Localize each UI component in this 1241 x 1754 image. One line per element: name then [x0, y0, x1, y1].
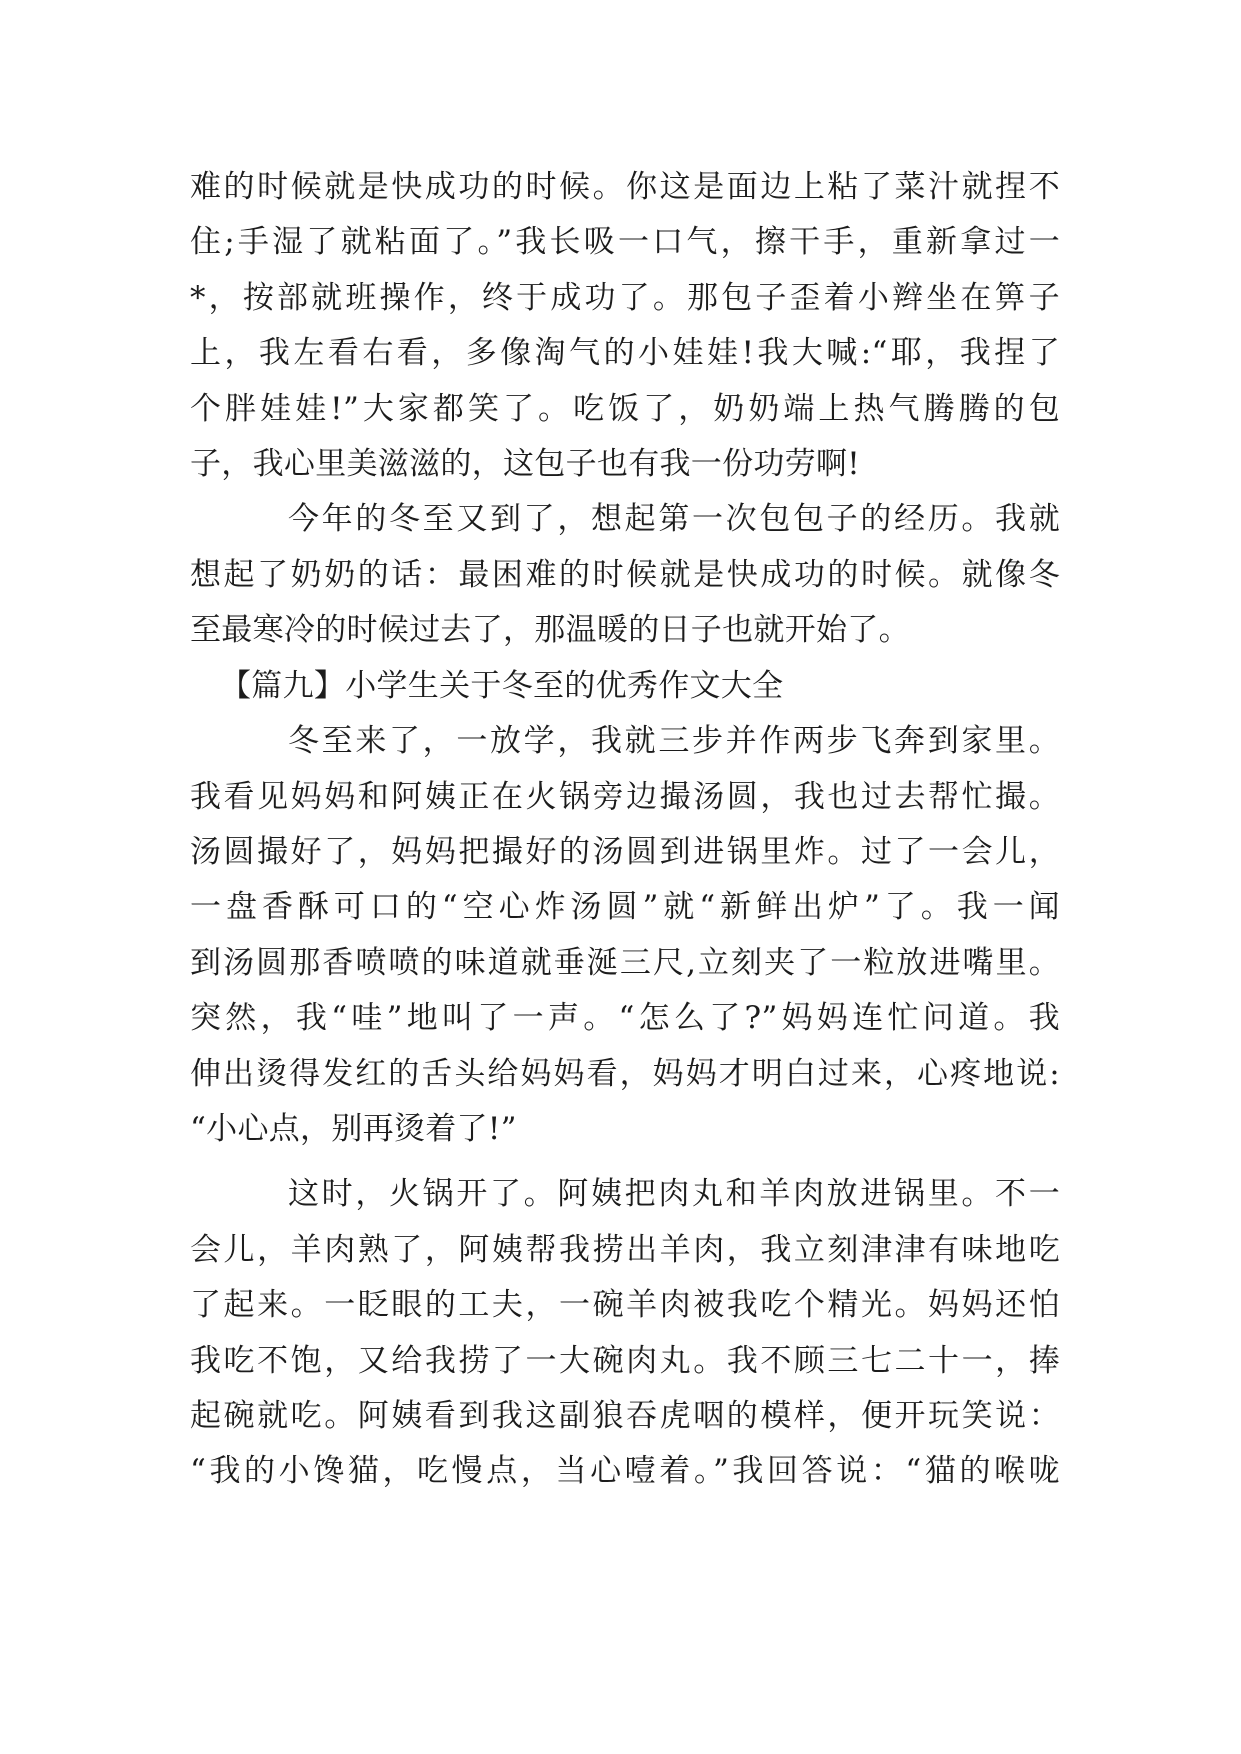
text-line: 我看见妈妈和阿姨正在火锅旁边撮汤圆，我也过去帮忙撮。	[190, 779, 1060, 815]
text-line: “小心点，别再烫着了!”	[190, 1111, 517, 1147]
text-line: 突然，我“哇”地叫了一声。“怎么了?”妈妈连忙问道。我	[190, 1000, 1060, 1036]
text-line: 住;手湿了就粘面了。”我长吸一口气，擦干手，重新拿过一	[190, 224, 1060, 260]
text-line: 难的时候就是快成功的时候。你这是面边上粘了菜汁就捏不	[190, 169, 1060, 205]
text-line: 我吃不饱，又给我捞了一大碗肉丸。我不顾三七二十一，捧	[190, 1343, 1060, 1379]
text-line: *，按部就班操作，终于成功了。那包子歪着小辫坐在箅子	[190, 280, 1060, 316]
text-line: 想起了奶奶的话：最困难的时候就是快成功的时候。就像冬	[190, 557, 1060, 593]
paragraph-first-line: 这时，火锅开了。阿姨把肉丸和羊肉放进锅里。不一	[288, 1176, 1060, 1212]
paragraph-first-line: 冬至来了，一放学，我就三步并作两步飞奔到家里。	[288, 723, 1060, 759]
text-line: 子，我心里美滋滋的，这包子也有我一份功劳啊!	[190, 446, 861, 482]
text-line: 至最寒冷的时候过去了，那温暖的日子也就开始了。	[190, 612, 910, 648]
text-line: 一盘香酥可口的“空心炸汤圆”就“新鲜出炉”了。我一闻	[190, 889, 1060, 925]
text-line: 汤圆撮好了，妈妈把撮好的汤圆到进锅里炸。过了一会儿，	[190, 834, 1060, 870]
text-line: 伸出烫得发红的舌头给妈妈看，妈妈才明白过来，心疼地说:	[190, 1056, 1060, 1092]
text-line: 到汤圆那香喷喷的味道就垂涎三尺,立刻夹了一粒放进嘴里。	[190, 945, 1060, 981]
text-line: 个胖娃娃!”大家都笑了。吃饭了，奶奶端上热气腾腾的包	[190, 391, 1060, 427]
text-line: 了起来。一眨眼的工夫，一碗羊肉被我吃个精光。妈妈还怕	[190, 1287, 1060, 1323]
text-line: 会儿，羊肉熟了，阿姨帮我捞出羊肉，我立刻津津有味地吃	[190, 1232, 1060, 1268]
text-line: 起碗就吃。阿姨看到我这副狼吞虎咽的模样，便开玩笑说：	[190, 1398, 1060, 1434]
section-heading: 【篇九】小学生关于冬至的优秀作文大全	[220, 668, 784, 704]
text-line: 上，我左看右看，多像淘气的小娃娃!我大喊:“耶，我捏了	[190, 335, 1060, 371]
paragraph-first-line: 今年的冬至又到了，想起第一次包包子的经历。我就	[288, 501, 1060, 537]
text-line: “我的小馋猫，吃慢点，当心噎着。”我回答说：“猫的喉咙	[190, 1453, 1060, 1489]
